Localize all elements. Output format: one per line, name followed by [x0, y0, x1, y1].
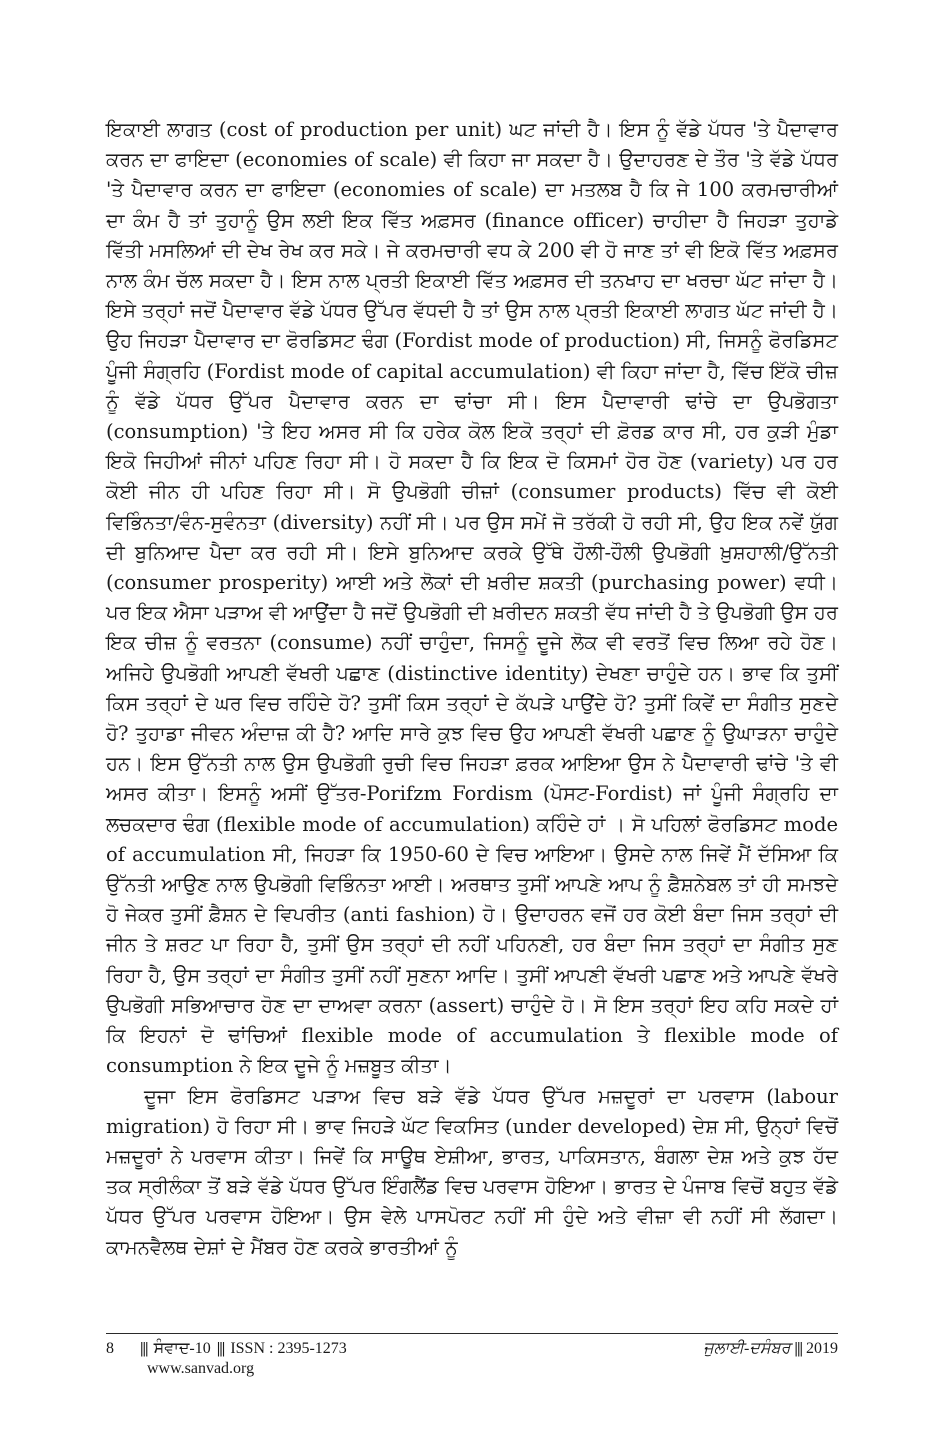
issue-months: ਜੁਲਾਈ-ਦਸੰਬਰ: [703, 1340, 791, 1357]
footer-separator: |||: [140, 1340, 148, 1357]
article-paragraph: ਇਕਾਈ ਲਾਗਤ (cost of production per unit) ਘਟ ਜਾਂਦੀ ਹੈ। ਇਸ ਨੂੰ ਵੱਡੇ ਪੱਧਰ 'ਤੇ ਪੈਦਾਵਾਰ ਕਰਨ ਦਾ ਫਾਇਦਾ (economies of scale) ਵੀ ਕਿਹਾ ਜਾ ਸਕਦਾ ਹੈ। ਉਦਾਹਰਣ ਦੇ ਤੌਰ 'ਤੇ ਵੱਡੇ ਪੱਧਰ 'ਤੇ ਪੈਦਾਵਾਰ ਕਰਨ ਦਾ ਫਾਇਦਾ (economies of scale) ਦਾ ਮਤਲਬ ਹੈ ਕਿ ਜੇ 100 ਕਰਮਚਾਰੀਆਂ ਦਾ ਕੰਮ ਹੈ ਤਾਂ ਤੁਹਾਨੂੰ ਉਸ ਲਈ ਇਕ ਵਿੱਤ ਅਫ਼ਸਰ (finance officer) ਚਾਹੀਦਾ ਹੈ ਜਿਹੜਾ ਤੁਹਾਡੇ ਵਿੱਤੀ ਮਸਲਿਆਂ ਦੀ ਦੇਖ ਰੇਖ ਕਰ ਸਕੇ। ਜੇ ਕਰਮਚਾਰੀ ਵਧ ਕੇ 200 ਵੀ ਹੋ ਜਾਣ ਤਾਂ ਵੀ ਇਕੋ ਵਿੱਤ ਅਫ਼ਸਰ ਨਾਲ ਕੰਮ ਚੱਲ ਸਕਦਾ ਹੈ। ਇਸ ਨਾਲ ਪ੍ਰਤੀ ਇਕਾਈ ਵਿੱਤ ਅਫ਼ਸਰ ਦੀ ਤਨਖਾਹ ਦਾ ਖਰਚਾ ਘੱਟ ਜਾਂਦਾ ਹੈ। ਇਸੇ ਤਰ੍ਹਾਂ ਜਦੋਂ ਪੈਦਾਵਾਰ ਵੱਡੇ ਪੱਧਰ ਉੱਪਰ ਵੱਧਦੀ ਹੈ ਤਾਂ ਉਸ ਨਾਲ ਪ੍ਰਤੀ ਇਕਾਈ ਲਾਗਤ ਘੱਟ ਜਾਂਦੀ ਹੈ। ਉਹ ਜਿਹੜਾ ਪੈਦਾਵਾਰ ਦਾ ਫੋਰਡਿਸਟ ਢੰਗ (Fordist mode of production) ਸੀ, ਜਿਸਨੂੰ ਫੋਰਡਿਸਟ ਪੂੰਜੀ ਸੰਗ੍ਰਹਿ (Fordist mode of capital accumulation) ਵੀ ਕਿਹਾ ਜਾਂਦਾ ਹੈ, ਵਿੱਚ ਇੱਕੋ ਚੀਜ਼ ਨੂੰ ਵੱਡੇ ਪੱਧਰ ਉੱਪਰ ਪੈਦਾਵਾਰ ਕਰਨ ਦਾ ਢਾਂਚਾ ਸੀ। ਇਸ ਪੈਦਾਵਾਰੀ ਢਾਂਚੇ ਦਾ ਉਪਭੋਗਤਾ (consumption) 'ਤੇ ਇਹ ਅਸਰ ਸੀ ਕਿ ਹਰੇਕ ਕੋਲ ਇਕੋ ਤਰ੍ਹਾਂ ਦੀ ਫ਼ੋਰਡ ਕਾਰ ਸੀ, ਹਰ ਕੁੜੀ ਮੁੰਡਾ ਇਕੋ ਜਿਹੀਆਂ ਜੀਨਾਂ ਪਹਿਣ ਰਿਹਾ ਸੀ। ਹੋ ਸਕਦਾ ਹੈ ਕਿ ਇਕ ਦੋ ਕਿਸਮਾਂ ਹੋਰ ਹੋਣ (variety) ਪਰ ਹਰ ਕੋਈ ਜੀਨ ਹੀ ਪਹਿਣ ਰਿਹਾ ਸੀ। ਸੋ ਉਪਭੋਗੀ ਚੀਜ਼ਾਂ (consumer products) ਵਿੱਚ ਵੀ ਕੋਈ ਵਿਭਿੰਨਤਾ/ਵੰਨ-ਸੁਵੰਨਤਾ (diversity) ਨਹੀਂ ਸੀ। ਪਰ ਉਸ ਸਮੇਂ ਜੋ ਤਰੱਕੀ ਹੋ ਰਹੀ ਸੀ, ਉਹ ਇਕ ਨਵੇਂ ਯੁੱਗ ਦੀ ਬੁਨਿਆਦ ਪੈਦਾ ਕਰ ਰਹੀ ਸੀ। ਇਸੇ ਬੁਨਿਆਦ ਕਰਕੇ ਉੱਥੇ ਹੌਲੀ-ਹੌਲੀ ਉਪਭੋਗੀ ਖ਼ੁਸ਼ਹਾਲੀ/ਉੱਨਤੀ (consumer prosperity) ਆਈ ਅਤੇ ਲੋਕਾਂ ਦੀ ਖ਼ਰੀਦ ਸ਼ਕਤੀ (purchasing power) ਵਧੀ। ਪਰ ਇਕ ਐਸਾ ਪੜਾਅ ਵੀ ਆਉਂਦਾ ਹੈ ਜਦੋਂ ਉਪਭੋਗੀ ਦੀ ਖ਼ਰੀਦਨ ਸ਼ਕਤੀ ਵੱਧ ਜਾਂਦੀ ਹੈ ਤੇ ਉਪਭੋਗੀ ਉਸ ਹਰ ਇਕ ਚੀਜ਼ ਨੂੰ ਵਰਤਨਾ (consume) ਨਹੀਂ ਚਾਹੁੰਦਾ, ਜਿਸਨੂੰ ਦੂਜੇ ਲੋਕ ਵੀ ਵਰਤੋਂ ਵਿਚ ਲਿਆ ਰਹੇ ਹੋਣ। ਅਜਿਹੇ ਉਪਭੋਗੀ ਆਪਣੀ ਵੱਖਰੀ ਪਛਾਣ (distinctive identity) ਦੇਖਣਾ ਚਾਹੁੰਦੇ ਹਨ। ਭਾਵ ਕਿ ਤੁਸੀਂ ਕਿਸ ਤਰ੍ਹਾਂ ਦੇ ਘਰ ਵਿਚ ਰਹਿੰਦੇ ਹੋ? ਤੁਸੀਂ ਕਿਸ ਤਰ੍ਹਾਂ ਦੇ ਕੱਪੜੇ ਪਾਉਂਦੇ ਹੋ? ਤੁਸੀਂ ਕਿਵੇਂ ਦਾ ਸੰਗੀਤ ਸੁਣਦੇ ਹੋ? ਤੁਹਾਡਾ ਜੀਵਨ ਅੰਦਾਜ਼ ਕੀ ਹੈ? ਆਦਿ ਸਾਰੇ ਕੁਝ ਵਿਚ ਉਹ ਆਪਣੀ ਵੱਖਰੀ ਪਛਾਣ ਨੂੰ ਉਘਾੜਨਾ ਚਾਹੁੰਦੇ ਹਨ। ਇਸ ਉੱਨਤੀ ਨਾਲ ਉਸ ਉਪਭੋਗੀ ਰੁਚੀ ਵਿਚ ਜਿਹੜਾ ਫ਼ਰਕ ਆਇਆ ਉਸ ਨੇ ਪੈਦਾਵਾਰੀ ਢਾਂਚੇ 'ਤੇ ਵੀ ਅਸਰ ਕੀਤਾ। ਇਸਨੂੰ ਅਸੀਂ ਉੱਤਰ-Porifzm Fordism (ਪੋਸਟ-Fordist) ਜਾਂ ਪੂੰਜੀ ਸੰਗ੍ਰਹਿ ਦਾ ਲਚਕਦਾਰ ਢੰਗ (flexible mode of accumulation) ਕਹਿੰਦੇ ਹਾਂ । ਸੋ ਪਹਿਲਾਂ ਫੋਰਡਿਸਟ mode of accumulation ਸੀ, ਜਿਹੜਾ ਕਿ 1950-60 ਦੇ ਵਿਚ ਆਇਆ। ਉਸਦੇ ਨਾਲ ਜਿਵੇਂ ਮੈਂ ਦੱਸਿਆ ਕਿ ਉੱਨਤੀ ਆਉਣ ਨਾਲ ਉਪਭੋਗੀ ਵਿਭਿੰਨਤਾ ਆਈ। ਅਰਥਾਤ ਤੁਸੀਂ ਆਪਣੇ ਆਪ ਨੂੰ ਫ਼ੈਸ਼ਨੇਬਲ ਤਾਂ ਹੀ ਸਮਝਦੇ ਹੋ ਜੇਕਰ ਤੁਸੀਂ ਫ਼ੈਸ਼ਨ ਦੇ ਵਿਪਰੀਤ (anti fashion) ਹੋ। ਉਦਾਹਰਨ ਵਜੋਂ ਹਰ ਕੋਈ ਬੰਦਾ ਜਿਸ ਤਰ੍ਹਾਂ ਦੀ ਜੀਨ ਤੇ ਸ਼ਰਟ ਪਾ ਰਿਹਾ ਹੈ, ਤੁਸੀਂ ਉਸ ਤਰ੍ਹਾਂ ਦੀ ਨਹੀਂ ਪਹਿਨਣੀ, ਹਰ ਬੰਦਾ ਜਿਸ ਤਰ੍ਹਾਂ ਦਾ ਸੰਗੀਤ ਸੁਣ ਰਿਹਾ ਹੈ, ਉਸ ਤਰ੍ਹਾਂ ਦਾ ਸੰਗੀਤ ਤੁਸੀਂ ਨਹੀਂ ਸੁਣਨਾ ਆਦਿ। ਤੁਸੀਂ ਆਪਣੀ ਵੱਖਰੀ ਪਛਾਣ ਅਤੇ ਆਪਣੇ ਵੱਖਰੇ ਉਪਭੋਗੀ ਸਭਿਆਚਾਰ ਹੋਣ ਦਾ ਦਾਅਵਾ ਕਰਨਾ (assert) ਚਾਹੁੰਦੇ ਹੋ। ਸੋ ਇਸ ਤਰ੍ਹਾਂ ਇਹ ਕਹਿ ਸਕਦੇ ਹਾਂ ਕਿ ਇਹਨਾਂ ਦੋ ਢਾਂਚਿਆਂ flexible mode of accumulation ਤੇ flexible mode of consumption ਨੇ ਇਕ ਦੂਜੇ ਨੂੰ ਮਜ਼ਬੂਤ ਕੀਤਾ।: [106, 118, 838, 1078]
article-paragraph: ਦੂਜਾ ਇਸ ਫੋਰਡਿਸਟ ਪੜਾਅ ਵਿਚ ਬੜੇ ਵੱਡੇ ਪੱਧਰ ਉੱਪਰ ਮਜ਼ਦੂਰਾਂ ਦਾ ਪਰਵਾਸ (labour migration) ਹੋ ਰਿਹਾ ਸੀ। ਭਾਵ ਜਿਹੜੇ ਘੱਟ ਵਿਕਸਿਤ (under developed) ਦੇਸ਼ ਸੀ, ਉਨ੍ਹਾਂ ਵਿਚੋਂ ਮਜ਼ਦੂਰਾਂ ਨੇ ਪਰਵਾਸ ਕੀਤਾ। ਜਿਵੇਂ ਕਿ ਸਾਊਥ ਏਸ਼ੀਆ, ਭਾਰਤ, ਪਾਕਿਸਤਾਨ, ਬੰਗਲਾ ਦੇਸ਼ ਅਤੇ ਕੁਝ ਹੱਦ ਤਕ ਸ੍ਰੀਲੰਕਾ ਤੋਂ ਬੜੇ ਵੱਡੇ ਪੱਧਰ ਉੱਪਰ ਇੰਗਲੈਂਡ ਵਿਚ ਪਰਵਾਸ ਹੋਇਆ। ਭਾਰਤ ਦੇ ਪੰਜਾਬ ਵਿਚੋਂ ਬਹੁਤ ਵੱਡੇ ਪੱਧਰ ਉੱਪਰ ਪਰਵਾਸ ਹੋਇਆ। ਉਸ ਵੇਲੇ ਪਾਸਪੋਰਟ ਨਹੀਂ ਸੀ ਹੁੰਦੇ ਅਤੇ ਵੀਜ਼ਾ ਵੀ ਨਹੀਂ ਸੀ ਲੱਗਦਾ। ਕਾਮਨਵੈਲਥ ਦੇਸ਼ਾਂ ਦੇ ਮੈਂਬਰ ਹੋਣ ਕਰਕੇ ਭਾਰਤੀਆਂ ਨੂੰ: [106, 1084, 838, 1259]
page-number: 8: [106, 1340, 114, 1357]
issue-year: 2019: [806, 1340, 838, 1357]
footer-divider: [106, 1333, 838, 1334]
footer-separator: |||: [216, 1340, 225, 1357]
article-body: [106, 115, 838, 1263]
footer-separator: |||: [794, 1340, 802, 1357]
footer-left: [106, 1338, 347, 1360]
footer-right: [703, 1338, 838, 1360]
journal-name: ਸੰਵਾਦ-10: [153, 1340, 211, 1357]
website-link[interactable]: www.sanvad.org: [147, 1360, 255, 1377]
issn: ISSN : 2395-1273: [230, 1340, 347, 1357]
